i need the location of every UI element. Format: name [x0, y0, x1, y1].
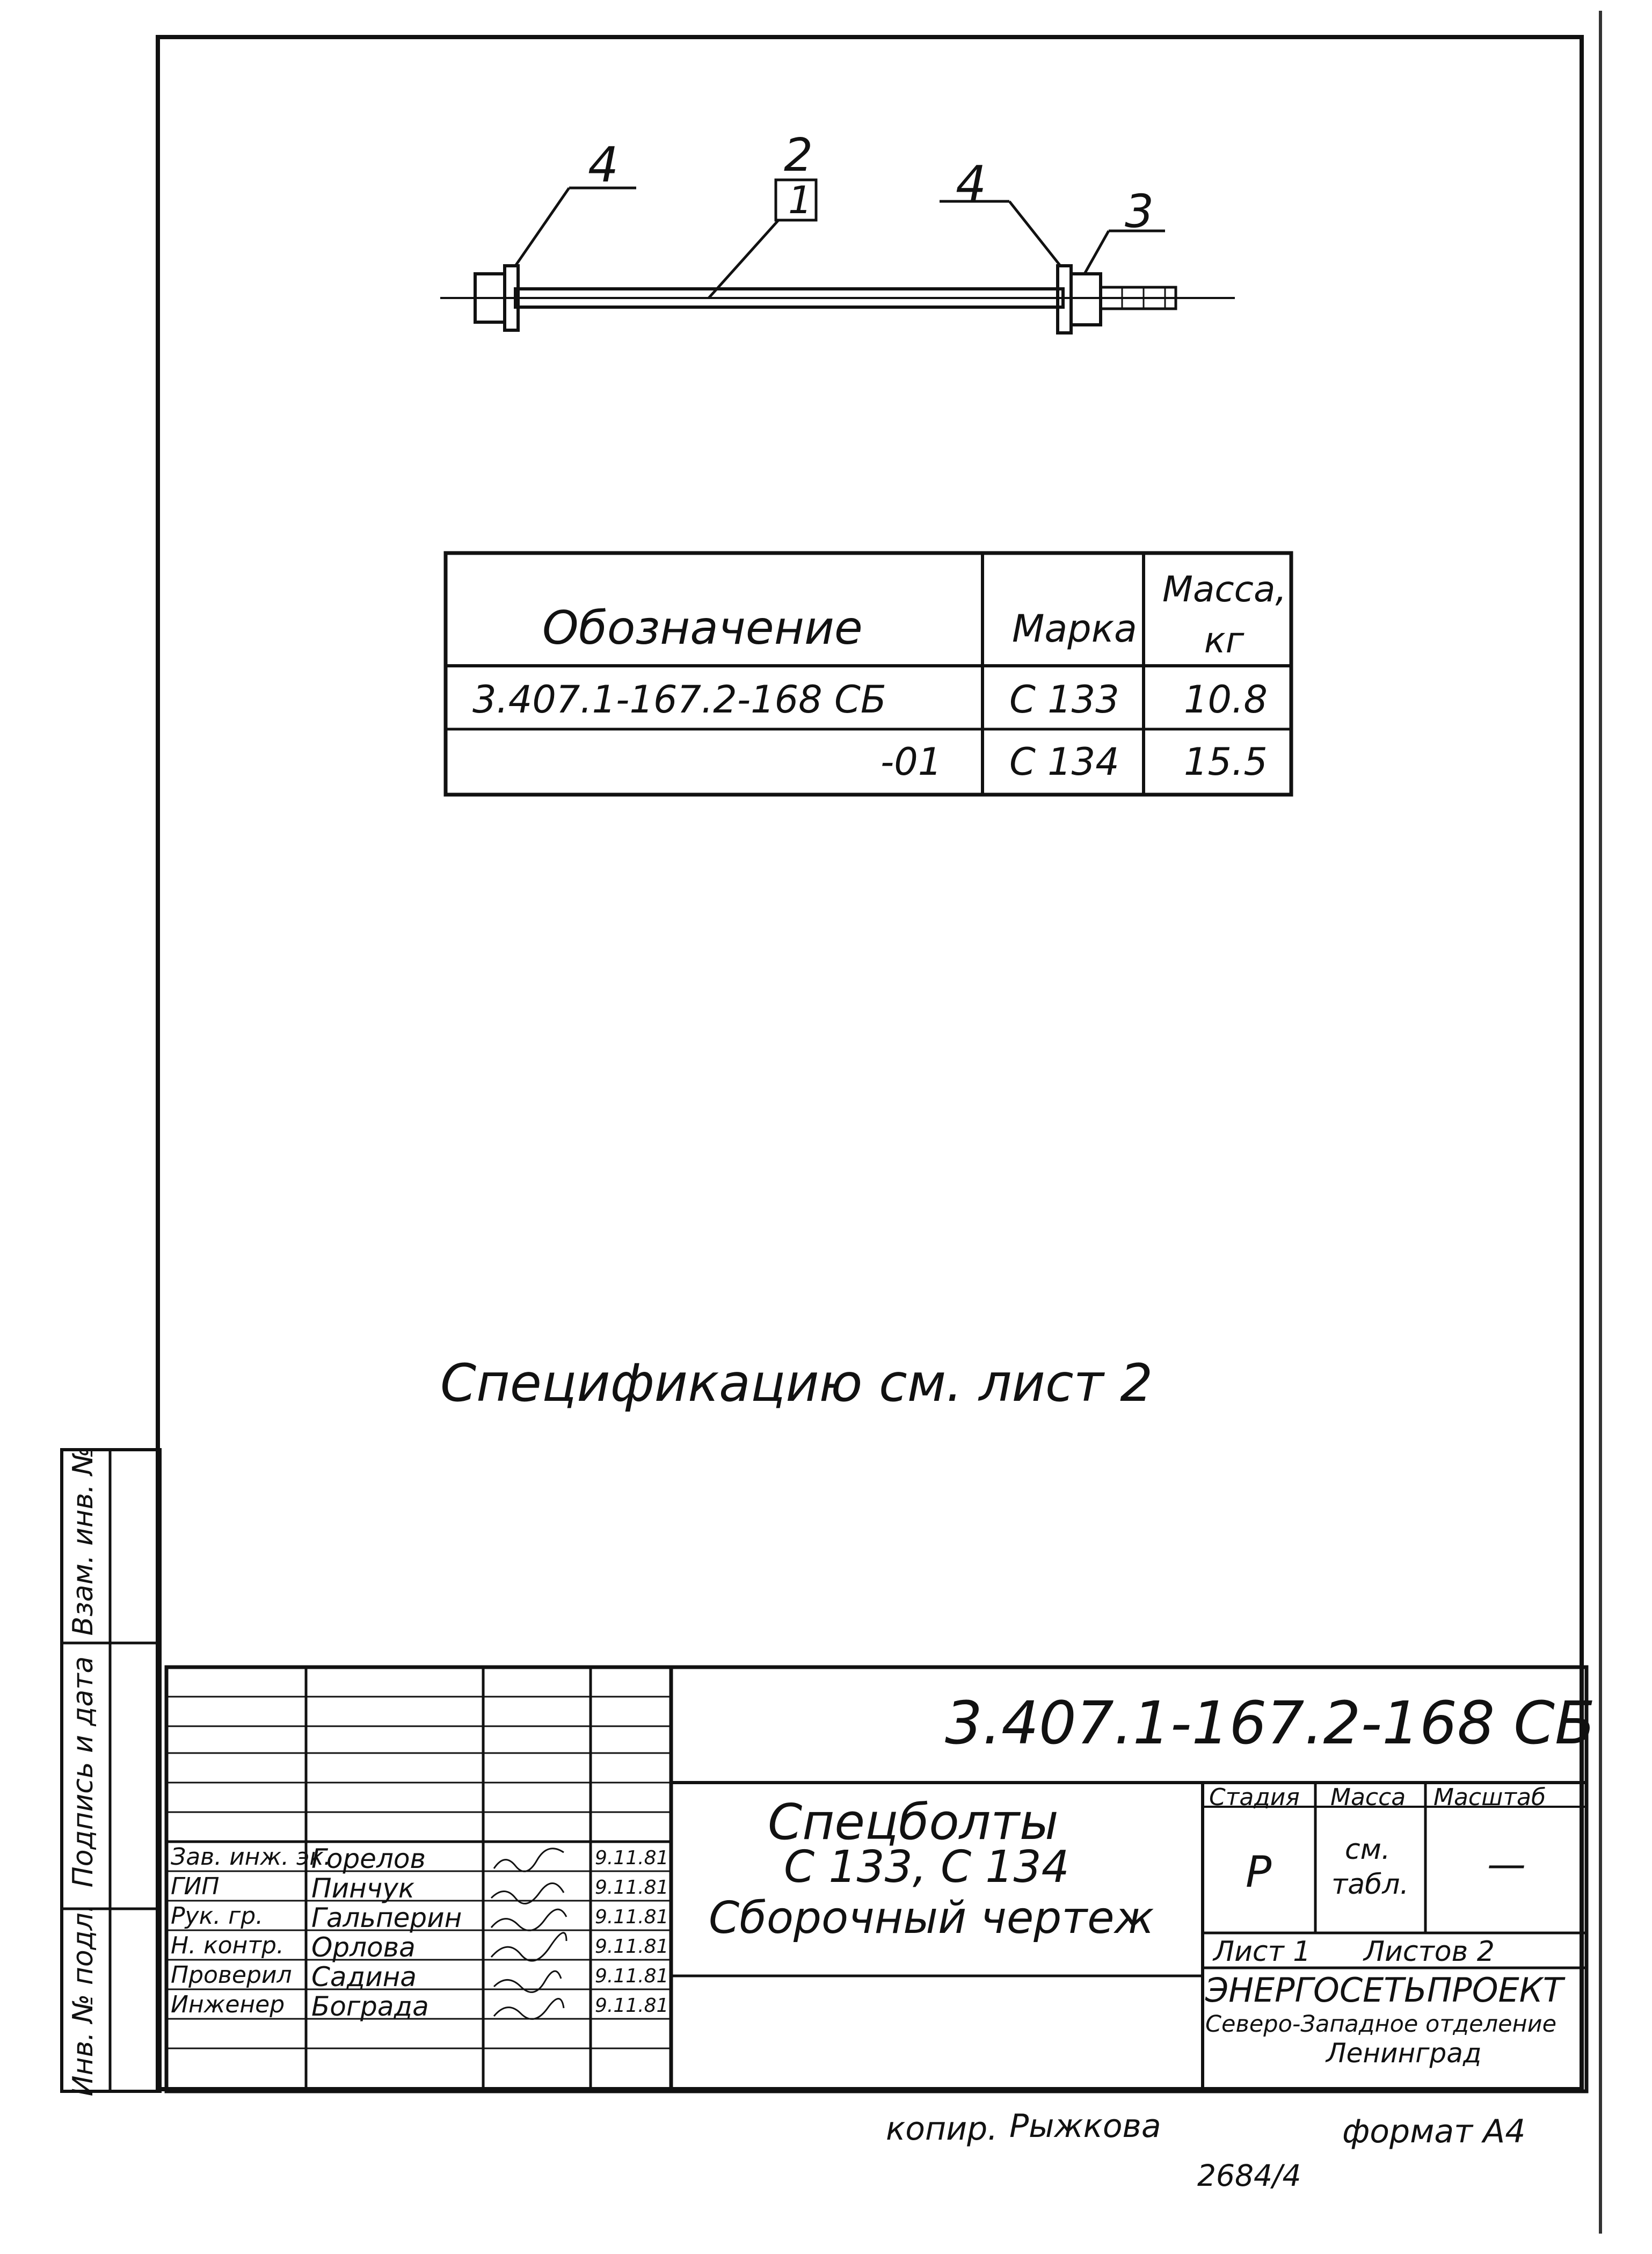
callout-2: 2 — [784, 129, 813, 182]
callout-4-right: 4 — [956, 156, 987, 212]
name-6: Бограда — [311, 1991, 429, 2022]
stage-value: Р — [1246, 1847, 1272, 1897]
date-5: 9.11.81 — [595, 1965, 669, 1987]
org-name: ЭНЕРГОСЕТЬПРОЕКТ — [1205, 1971, 1563, 2010]
title-code: 3.407.1-167.2-168 СБ — [945, 1689, 1596, 1757]
leader-4-left — [515, 188, 569, 266]
scale-value: — — [1487, 1842, 1526, 1887]
header-mark: Марка — [1012, 607, 1137, 651]
sheet-label: Лист 1 — [1213, 1936, 1311, 1968]
header-mass: Масса, кг — [1162, 569, 1287, 661]
format-label: формат А4 — [1342, 2113, 1526, 2150]
title-line-3: Сборочный чертеж — [709, 1893, 1154, 1944]
date-4: 9.11.81 — [595, 1936, 669, 1958]
signature-1 — [494, 1849, 564, 1872]
copied-label: копир. — [886, 2110, 998, 2148]
stamp-replaced-inv: Взам. инв. № — [67, 1446, 99, 1636]
role-3: Рук. гр. — [171, 1902, 264, 1930]
callout-1: 1 — [788, 178, 812, 222]
date-2: 9.11.81 — [595, 1877, 669, 1899]
name-4: Орлова — [311, 1932, 416, 1963]
sheets-label: Листов 2 — [1364, 1936, 1495, 1968]
archive-number: 2684/4 — [1197, 2158, 1301, 2193]
row2-mark: С 134 — [1009, 740, 1119, 784]
signature-4 — [491, 1933, 566, 1961]
mass-label: Масса — [1330, 1784, 1406, 1811]
mass-value-2: табл. — [1331, 1868, 1409, 1901]
header-designation: Обозначение — [542, 601, 863, 655]
name-1: Горелов — [311, 1843, 426, 1874]
mass-value-1: см. — [1345, 1834, 1391, 1866]
stamp-inv-original: Инв. № подл. — [67, 1903, 99, 2097]
date-1: 9.11.81 — [595, 1847, 669, 1869]
signature-3 — [491, 1909, 566, 1930]
name-3: Гальперин — [311, 1902, 462, 1933]
role-6: Инженер — [171, 1991, 285, 2018]
row1-mass: 10.8 — [1184, 678, 1268, 722]
row2-designation: -01 — [880, 740, 942, 784]
scale-label: Масштаб — [1433, 1784, 1546, 1811]
date-6: 9.11.81 — [595, 1995, 669, 2017]
org-city: Ленинград — [1326, 2038, 1482, 2069]
name-5: Садина — [311, 1961, 417, 1993]
stage-label: Стадия — [1209, 1784, 1300, 1811]
role-1: Зав. инж. эк. — [171, 1843, 331, 1871]
role-4: Н. контр. — [171, 1932, 284, 1959]
stamp-signature-date: Подпись и дата — [67, 1656, 99, 1888]
title-line-2: С 133, С 134 — [784, 1842, 1069, 1893]
copier-name: Рыжкова — [1009, 2107, 1161, 2145]
callout-4-left: 4 — [588, 137, 619, 193]
leader-4-right — [1009, 201, 1060, 266]
row1-designation: 3.407.1-167.2-168 СБ — [472, 678, 886, 722]
name-2: Пинчук — [311, 1873, 415, 1904]
specification-note: Спецификацию см. лист 2 — [440, 1353, 1153, 1413]
row2-mass: 15.5 — [1184, 740, 1268, 784]
org-branch: Северо-Западное отделение — [1205, 2011, 1557, 2038]
nut-right — [1071, 274, 1101, 325]
role-2: ГИП — [171, 1873, 220, 1900]
callout-3: 3 — [1125, 185, 1154, 238]
role-5: Проверил — [171, 1961, 292, 1989]
title-line-1: Спецболты — [768, 1793, 1059, 1851]
leader-3 — [1085, 231, 1109, 274]
row1-mark: С 133 — [1009, 678, 1119, 722]
leader-2 — [709, 220, 778, 298]
signature-6 — [494, 1999, 564, 2019]
date-3: 9.11.81 — [595, 1906, 669, 1928]
